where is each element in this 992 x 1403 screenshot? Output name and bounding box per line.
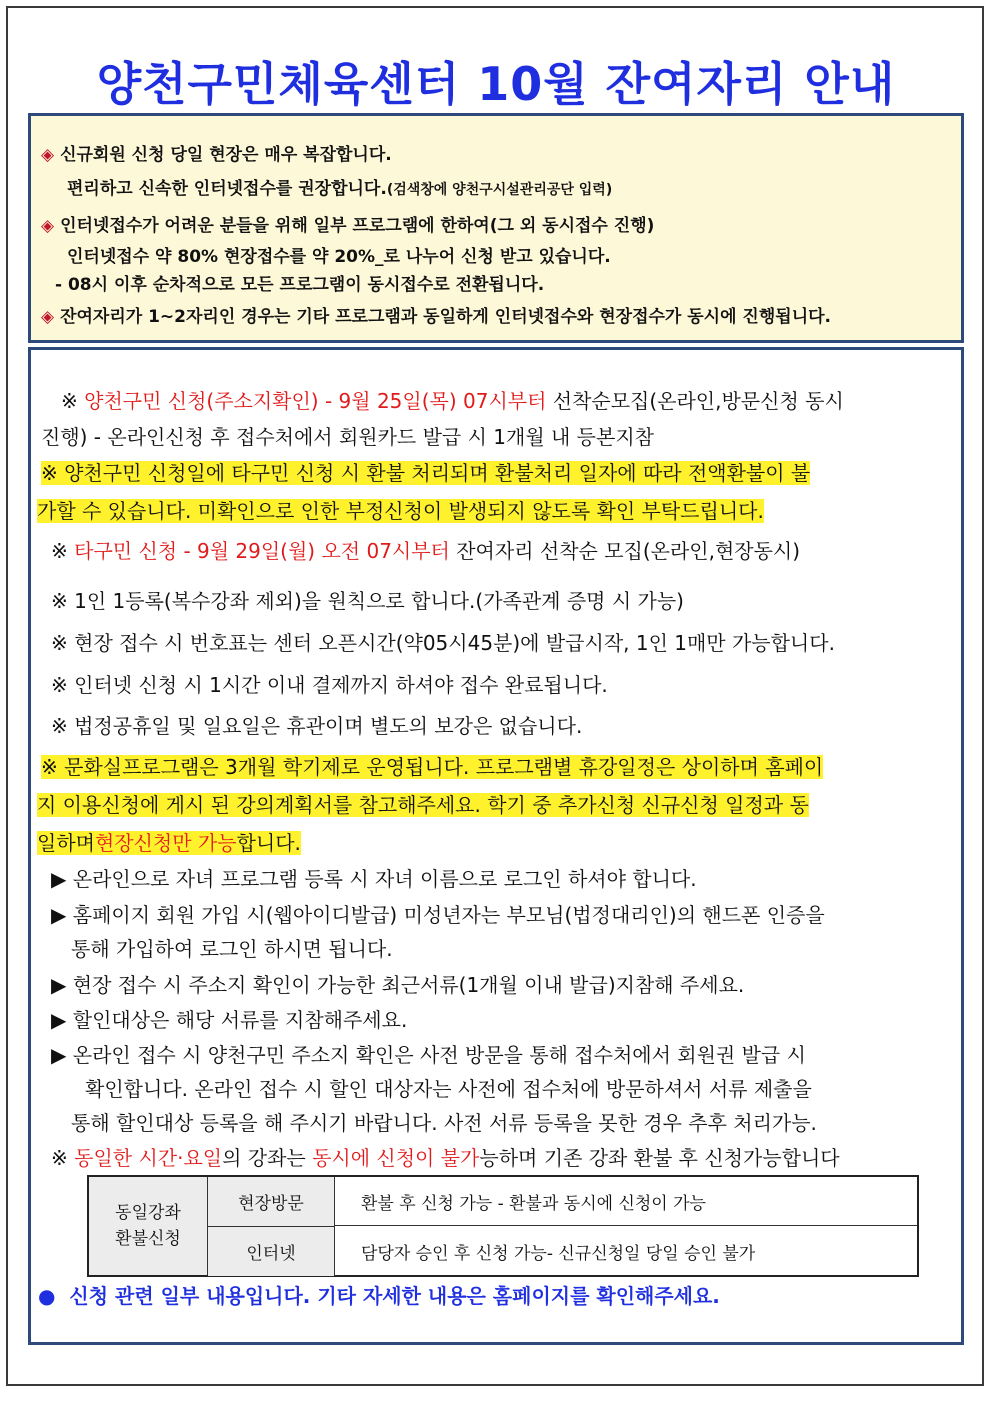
bullet-discount-document: ▶ 할인대상은 해당 서류를 지참해주세요.	[51, 1008, 408, 1032]
notice-line-1: ◈ 신규회원 신청 당일 현장은 매우 복잡합니다.	[41, 145, 392, 165]
bullet-online-address-check: ▶ 온라인 접수 시 양천구민 주소지 확인은 사전 방문을 통해 접수처에서 회원권 발급 시	[51, 1043, 806, 1067]
refund-table-row2-value: 담당자 승인 후 신청 가능- 신규신청일 당일 승인 불가	[361, 1244, 756, 1264]
refund-table-header: 동일강좌 환불신청	[89, 1177, 208, 1275]
culture-program-line-3: 일하며현장신청만 가능합니다.	[37, 831, 301, 855]
notice-line-3: ◈ 인터넷접수가 어려운 분들을 위해 일부 프로그램에 한하여(그 외 동시접수 진행)	[41, 216, 655, 236]
resident-application-line: ※ 양천구민 신청(주소지확인) - 9월 25일(목) 07시부터 선착순모집(온라인,방문신청 동시	[61, 389, 844, 413]
diamond-icon: ◈	[41, 145, 55, 165]
rule-one-registration: ※ 1인 1등록(복수강좌 제외)을 원칙으로 합니다.(가족관계 증명 시 가능)	[51, 589, 684, 613]
notice-line-2: 편리하고 신속한 인터넷접수를 권장합니다.(검색창에 양천구시설관리공단 입력)	[67, 179, 613, 199]
rule-ticket-issue: ※ 현장 접수 시 번호표는 센터 오픈시간(약05시45분)에 발급시작, 1인 1매만 가능합니다.	[51, 631, 835, 655]
bullet-address-document: ▶ 현장 접수 시 주소지 확인이 가능한 최근서류(1개월 이내 발급)지참해 주세요.	[51, 973, 745, 997]
same-time-warning: ※ 동일한 시간·요일의 강좌는 동시에 신청이 불가능하며 기존 강좌 환불 후 신청가능합니다	[51, 1146, 840, 1170]
culture-program-line-2: 지 이용신청에 게시 된 강의계획서를 참고해주세요. 학기 중 추가신청 신규신청 일정과 동	[37, 793, 809, 817]
footer-note: ● 신청 관련 일부 내용입니다. 기타 자세한 내용은 홈페이지를 확인해주세요.	[38, 1284, 720, 1308]
refund-warning-line-2: 가할 수 있습니다. 미확인으로 인한 부정신청이 발생되지 않도록 확인 부탁드립니다.	[37, 499, 764, 523]
resident-application-line-2: 진행) - 온라인신청 후 접수처에서 회원카드 발급 시 1개월 내 등본지참	[41, 425, 654, 449]
rule-internet-payment: ※ 인터넷 신청 시 1시간 이내 결제까지 하셔야 접수 완료됩니다.	[51, 673, 608, 697]
notice-box	[28, 113, 964, 343]
triangle-bullet-icon: ▶	[51, 973, 67, 997]
triangle-bullet-icon: ▶	[51, 867, 67, 891]
circle-bullet-icon: ●	[38, 1284, 56, 1308]
diamond-icon: ◈	[41, 216, 55, 236]
notice-line-6: ◈ 잔여자리가 1~2자리인 경우는 기타 프로그램과 동일하게 인터넷접수와 현장접수가 동시에 진행됩니다.	[41, 307, 832, 327]
non-resident-application-line: ※ 타구민 신청 - 9월 29일(월) 오전 07시부터 잔여자리 선착순 모집(온라인,현장동시)	[51, 539, 801, 563]
triangle-bullet-icon: ▶	[51, 903, 67, 927]
bullet-minor-signup-line-2: 통해 가입하여 로그인 하시면 됩니다.	[71, 937, 393, 961]
triangle-bullet-icon: ▶	[51, 1043, 67, 1067]
bullet-minor-signup: ▶ 홈페이지 회원 가입 시(웹아이디발급) 미성년자는 부모님(법정대리인)의 핸드폰 인증을	[51, 903, 825, 927]
diamond-icon: ◈	[41, 307, 55, 327]
rule-holidays: ※ 법정공휴일 및 일요일은 휴관이며 별도의 보강은 없습니다.	[51, 714, 583, 738]
notice-line-4: 인터넷접수 약 80% 현장접수를 약 20%_로 나누어 신청 받고 있습니다.	[67, 247, 611, 267]
refund-warning-line-1: ※ 양천구민 신청일에 타구민 신청 시 환불 처리되며 환불처리 일자에 따라 전액환불이 불	[41, 461, 811, 485]
bullet-online-address-check-line-3: 통해 할인대상 등록을 해 주시기 바랍니다. 사전 서류 등록을 못한 경우 추후 처리가능.	[71, 1111, 817, 1135]
bullet-child-login: ▶ 온라인으로 자녀 프로그램 등록 시 자녀 이름으로 로그인 하셔야 합니다.	[51, 867, 697, 891]
refund-table-row1-value: 환불 후 신청 가능 - 환불과 동시에 신청이 가능	[335, 1177, 917, 1226]
bullet-online-address-check-line-2: 확인합니다. 온라인 접수 시 할인 대상자는 사전에 접수처에 방문하셔서 서류 제출을	[85, 1077, 812, 1101]
refund-table	[87, 1175, 919, 1277]
refund-table-row2-label: 인터넷	[208, 1227, 335, 1276]
page-title: 양천구민체육센터 10월 잔여자리 안내	[96, 57, 896, 111]
notice-line-5: - 08시 이후 순차적으로 모든 프로그램이 동시접수로 전환됩니다.	[55, 275, 545, 295]
refund-table-row1-label: 현장방문	[208, 1177, 335, 1227]
culture-program-line-1: ※ 문화실프로그램은 3개월 학기제로 운영됩니다. 프로그램별 휴강일정은 상이하며 홈페이	[41, 755, 824, 779]
triangle-bullet-icon: ▶	[51, 1008, 67, 1032]
